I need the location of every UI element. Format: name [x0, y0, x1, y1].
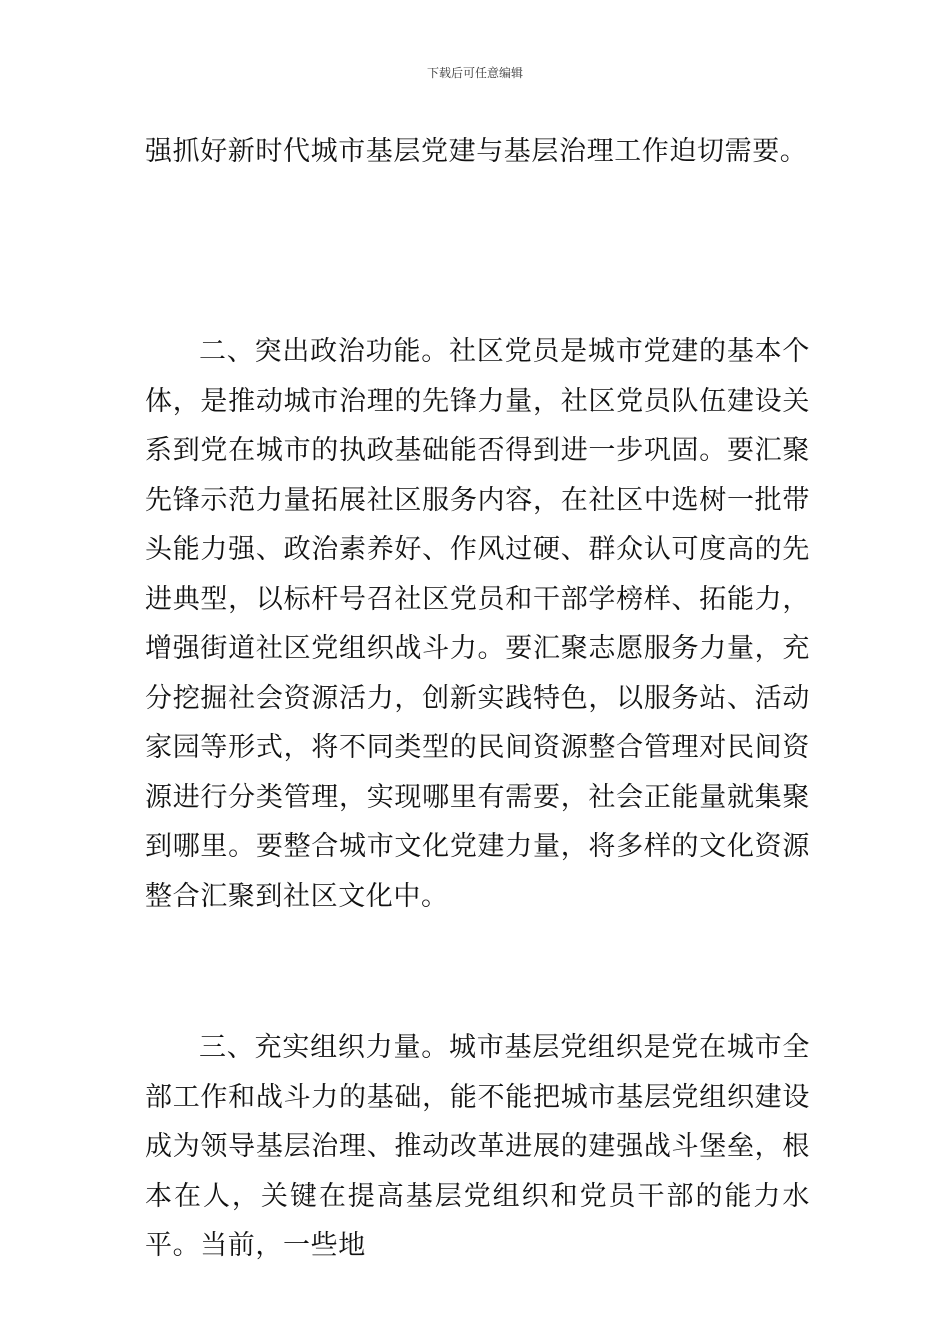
- page-header: 下载后可任意编辑: [426, 66, 523, 80]
- continuation-paragraph: 强抓好新时代城市基层党建与基层治理工作迫切需要。: [145, 136, 808, 167]
- section-three-paragraph: 三、充实组织力量。城市基层党组织是党在城市全部工作和战斗力的基础，能不能把城市基层党组织建设成为领导基层治理、推动改革进展的建强战斗堡垒，根本在人，关键在提高基层党组织和党员干部的能力水平。当前，一些地: [145, 1032, 810, 1261]
- section-two-paragraph: 二、突出政治功能。社区党员是城市党建的基本个体，是推动城市治理的先锋力量，社区党员队伍建设关系到党在城市的执政基础能否得到进一步巩固。要汇聚先锋示范力量拓展社区服务内容，在社区中选树一批带头能力强、政治素养好、作风过硬、群众认可度高的先进典型，以标杆号召社区党员和干部学榜样、拓能力，增强街道社区党组织战斗力。要汇聚志愿服务力量，充分挖掘社会资源活力，创新实践特色，以服务站、活动家园等形式，将不同类型的民间资源整合管理对民间资源进行分类管理，实现哪里有需要，社会正能量就集聚到哪里。要整合城市文化党建力量，将多样的文化资源整合汇聚到社区文化中。: [145, 336, 810, 912]
